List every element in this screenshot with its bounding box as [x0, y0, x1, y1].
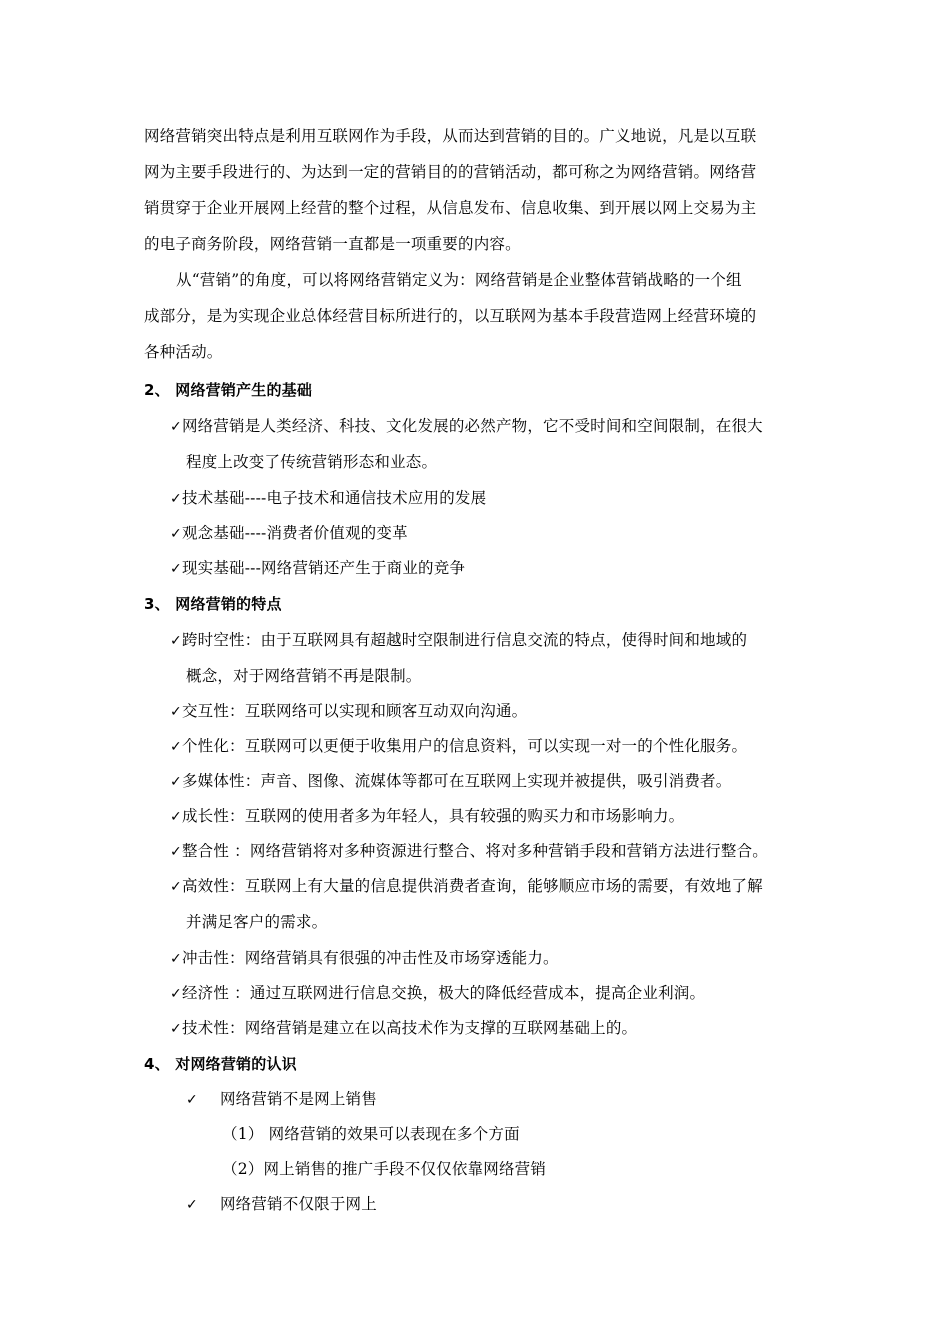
definition-line-1: 从“营销”的角度，可以将网络营销定义为：网络营销是企业整体营销战略的一个组: [176, 271, 742, 289]
check-icon: ✓: [186, 1092, 198, 1108]
section-3-item-9: ✓经济性 ：通过互联网进行信息交换，极大的降低经营成本，提高企业利润。: [170, 984, 706, 1002]
check-icon: ✓: [170, 491, 182, 507]
definition-line-2: 成部分，是为实现企业总体经营目标所进行的，以互联网为基本手段营造网上经营环境的: [144, 307, 757, 325]
section-3-item-8: ✓冲击性：网络营销具有很强的冲击性及市场穿透能力。: [170, 949, 559, 967]
check-icon: ✓: [170, 774, 182, 790]
section-3-item-1: ✓跨时空性：由于互联网具有超越时空限制进行信息交流的特点，使得时间和地域的: [170, 631, 748, 649]
check-icon: ✓: [170, 879, 182, 895]
check-icon: ✓: [170, 809, 182, 825]
section-2-item-1-cont: 程度上改变了传统营销形态和业态。: [186, 453, 438, 471]
check-icon: ✓: [170, 1021, 182, 1037]
check-icon: ✓: [170, 633, 182, 649]
section-4-sub-1: （1） 网络营销的效果可以表现在多个方面: [222, 1125, 520, 1143]
check-icon: ✓: [170, 704, 182, 720]
section-2-heading: 2、 网络营销产生的基础: [144, 381, 313, 399]
intro-line-1: 网络营销突出特点是利用互联网作为手段，从而达到营销的目的。广义地说，凡是以互联: [144, 127, 757, 145]
intro-line-4: 的电子商务阶段，网络营销一直都是一项重要的内容。: [144, 235, 521, 253]
section-3-item-5: ✓成长性：互联网的使用者多为年轻人，具有较强的购买力和市场影响力。: [170, 807, 685, 825]
section-2-item-3: ✓观念基础----消费者价值观的变革: [170, 524, 408, 542]
check-icon: ✓: [170, 951, 182, 967]
check-icon: ✓: [170, 561, 182, 577]
section-4-point-1: ✓ 网络营销不是网上销售: [186, 1090, 377, 1108]
check-icon: ✓: [170, 844, 182, 860]
section-3-item-3: ✓个性化：互联网可以更便于收集用户的信息资料，可以实现一对一的个性化服务。: [170, 737, 748, 755]
check-icon: ✓: [170, 526, 182, 542]
section-3-item-2: ✓交互性：互联网络可以实现和顾客互动双向沟通。: [170, 702, 528, 720]
section-4-heading: 4、 对网络营销的认识: [144, 1055, 297, 1073]
check-icon: ✓: [170, 986, 182, 1002]
section-3-item-10: ✓技术性：网络营销是建立在以高技术作为支撑的互联网基础上的。: [170, 1019, 638, 1037]
section-3-item-6: ✓整合性 ：网络营销将对多种资源进行整合、将对多种营销手段和营销方法进行整合。: [170, 842, 768, 860]
section-3-item-1-cont: 概念，对于网络营销不再是限制。: [186, 667, 422, 685]
definition-line-3: 各种活动。: [144, 343, 223, 361]
section-3-item-7-cont: 并满足客户的需求。: [186, 913, 328, 931]
intro-line-3: 销贯穿于企业开展网上经营的整个过程，从信息发布、信息收集、到开展以网上交易为主: [144, 199, 757, 217]
section-3-item-4: ✓多媒体性：声音、图像、流媒体等都可在互联网上实现并被提供，吸引消费者。: [170, 772, 732, 790]
section-2-item-4: ✓现实基础---网络营销还产生于商业的竞争: [170, 559, 466, 577]
check-icon: ✓: [170, 739, 182, 755]
section-4-sub-2: （2）网上销售的推广手段不仅仅依靠网络营销: [222, 1160, 547, 1178]
section-4-point-2: ✓ 网络营销不仅限于网上: [186, 1195, 377, 1213]
section-3-item-7: ✓高效性：互联网上有大量的信息提供消费者查询，能够顺应市场的需要，有效地了解: [170, 877, 763, 895]
check-icon: ✓: [170, 419, 182, 435]
section-2-item-2: ✓技术基础----电子技术和通信技术应用的发展: [170, 489, 487, 507]
section-2-item-1: ✓网络营销是人类经济、科技、文化发展的必然产物，它不受时间和空间限制，在很大: [170, 417, 763, 435]
check-icon: ✓: [186, 1197, 198, 1213]
section-3-heading: 3、 网络营销的特点: [144, 595, 282, 613]
intro-line-2: 网为主要手段进行的、为达到一定的营销目的的营销活动，都可称之为网络营销。网络营: [144, 163, 757, 181]
